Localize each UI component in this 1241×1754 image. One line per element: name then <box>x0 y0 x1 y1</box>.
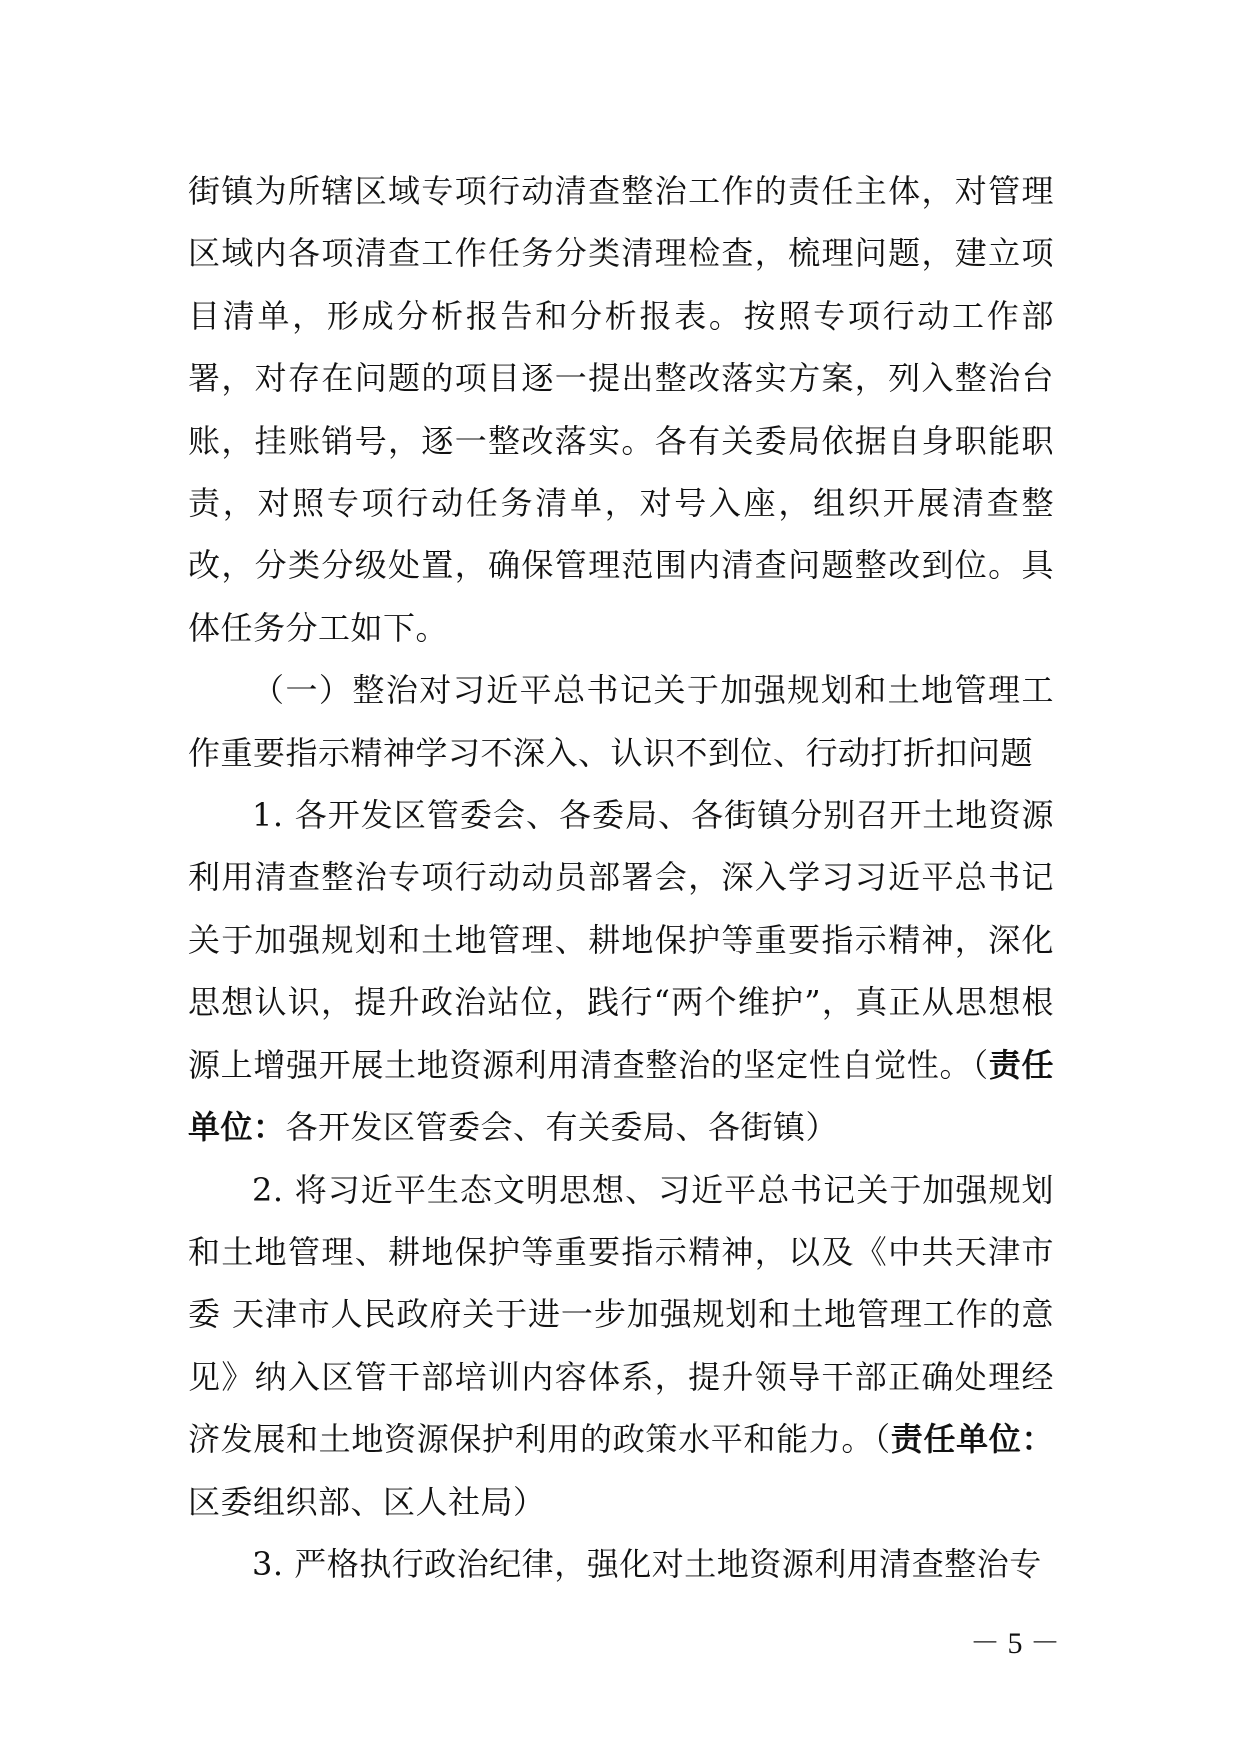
responsibility-close-paren: ） <box>513 1482 546 1521</box>
intro-paragraph: 街镇为所辖区域专项行动清查整治工作的责任主体，对管理区域内各项清查工作任务分类清理检查，梳理问题，建立项目清单，形成分析报告和分析报表。按照专项行动工作部署，对存在问题的项目逐一提出整改落实方案，列入整治台账，挂账销号，逐一整改落实。各有关委局依据自身职能职责，对照专项行动任务清单，对号入座，组织开展清查整改，分类分级处置，确保管理范围内清查问题整改到位。具体任务分工如下。 <box>188 172 1054 647</box>
responsibility-open-paren: （ <box>874 1420 891 1459</box>
list-item-2 <box>188 1159 1054 1533</box>
list-item-3 <box>188 1533 1054 1595</box>
responsibility-label: 责任单位： <box>890 1420 1054 1459</box>
responsibility-units: 各开发区管委会、有关委局、各街镇 <box>285 1108 806 1147</box>
list-item-2-text: 2. 将习近平生态文明思想、习近平总书记关于加强规划和土地管理、耕地保护等重要指示精神，以及《中共天津市委 天津市人民政府关于进一步加强规划和土地管理工作的意见》纳入区管干部培训内容体系，提升领导干部正确处理经济发展和土地资源保护利用的政策水平和能力。 <box>188 1170 1054 1459</box>
responsibility-open-paren: （ <box>972 1045 989 1084</box>
page-number: － 5 － <box>970 1627 1060 1660</box>
list-item-1-text: 1. 各开发区管委会、各委局、各街镇分别召开土地资源利用清查整治专项行动动员部署会，深入学习习近平总书记关于加强规划和土地管理、耕地保护等重要指示精神，深化思想认识，提升政治站位，践行“两个维护”，真正从思想根源上增强开展土地资源利用清查整治的坚定性自觉性。 <box>188 796 1054 1084</box>
list-item-1 <box>188 784 1054 1158</box>
list-item-3-text: 3. 严格执行政治纪律，强化对土地资源利用清查整治专 <box>252 1544 1042 1583</box>
responsibility-label: 责任单位： <box>188 1045 1054 1147</box>
document-body <box>188 160 1054 1595</box>
responsibility-units: 区委组织部、区人社局 <box>188 1482 514 1521</box>
section-heading: （一）整治对习近平总书记关于加强规划和土地管理工作重要指示精神学习不深入、认识不到位、行动打折扣问题 <box>188 671 1054 772</box>
responsibility-close-paren: ） <box>805 1108 839 1147</box>
